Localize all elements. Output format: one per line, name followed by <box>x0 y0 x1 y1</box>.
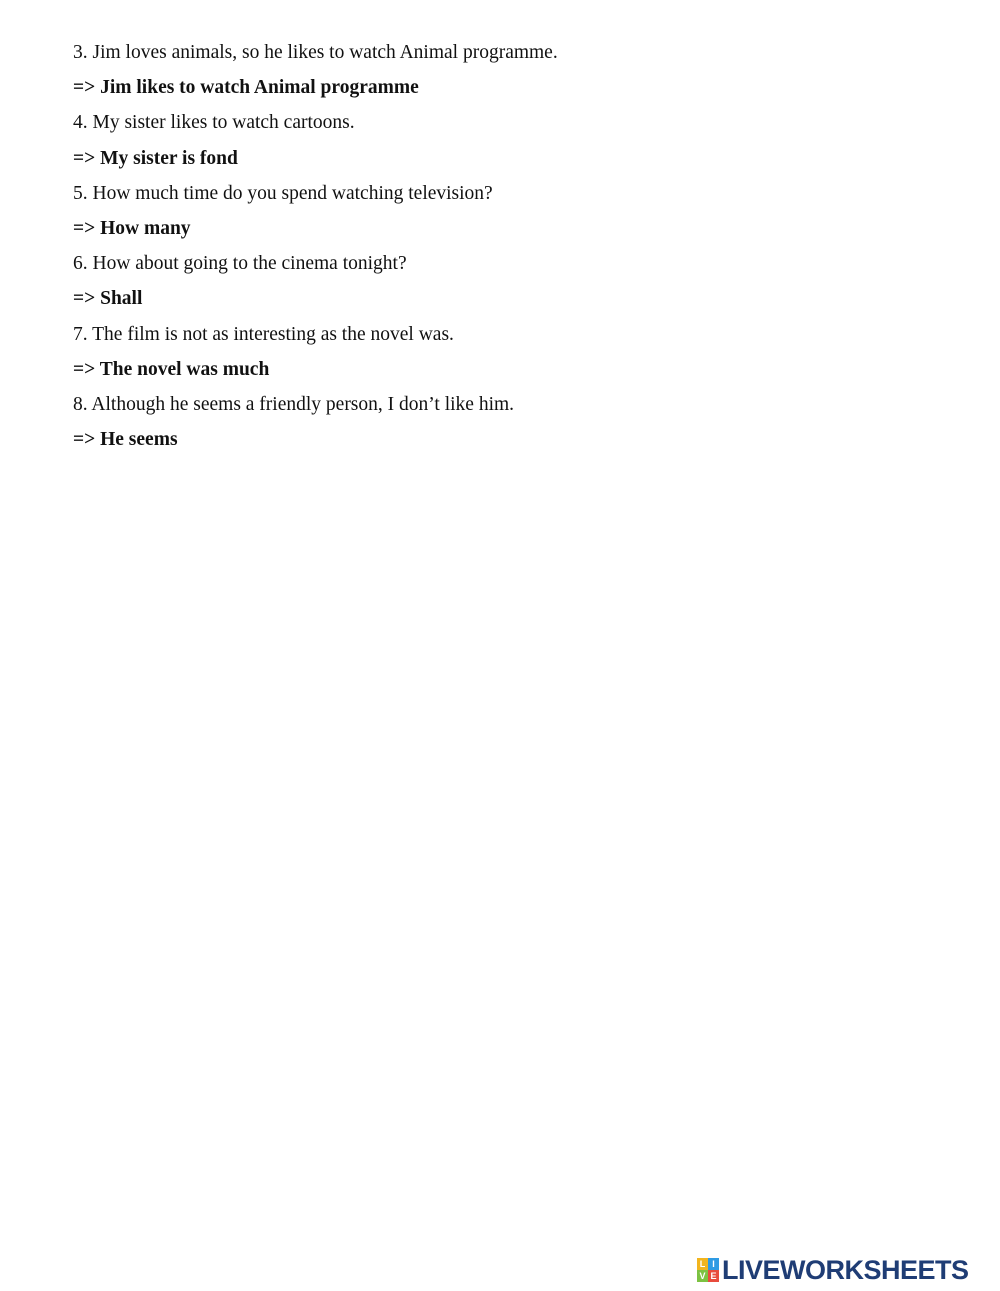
answer-5: => How many <box>73 217 191 239</box>
answer-6: => Shall <box>73 288 143 310</box>
question-5: 5. How much time do you spend watching television? <box>73 182 493 204</box>
question-7: 7. The film is not as interesting as the novel was. <box>73 323 454 345</box>
liveworksheets-logo <box>697 1256 969 1284</box>
question-3: 3. Jim loves animals, so he likes to watch Animal programme. <box>73 42 558 63</box>
question-6: 6. How about going to the cinema tonight? <box>73 253 407 275</box>
question-8: 8. Although he seems a friendly person, I don’t like him. <box>73 393 515 415</box>
logo-wordmark: LIVEWORKSHEETS <box>722 1255 969 1285</box>
live-badge-icon <box>697 1258 719 1282</box>
answer-7: => The novel was much <box>73 358 270 380</box>
badge-letter-e: E <box>708 1270 719 1282</box>
answer-4: => My sister is fond <box>73 147 238 169</box>
question-4: 4. My sister likes to watch cartoons. <box>73 112 355 134</box>
answer-3: => Jim likes to watch Animal programme <box>73 77 419 99</box>
badge-letter-v: V <box>697 1270 708 1282</box>
badge-letter-l: L <box>697 1258 708 1270</box>
badge-letter-i: I <box>708 1258 719 1270</box>
answer-8: => He seems <box>73 429 178 451</box>
worksheet-body <box>73 35 953 457</box>
